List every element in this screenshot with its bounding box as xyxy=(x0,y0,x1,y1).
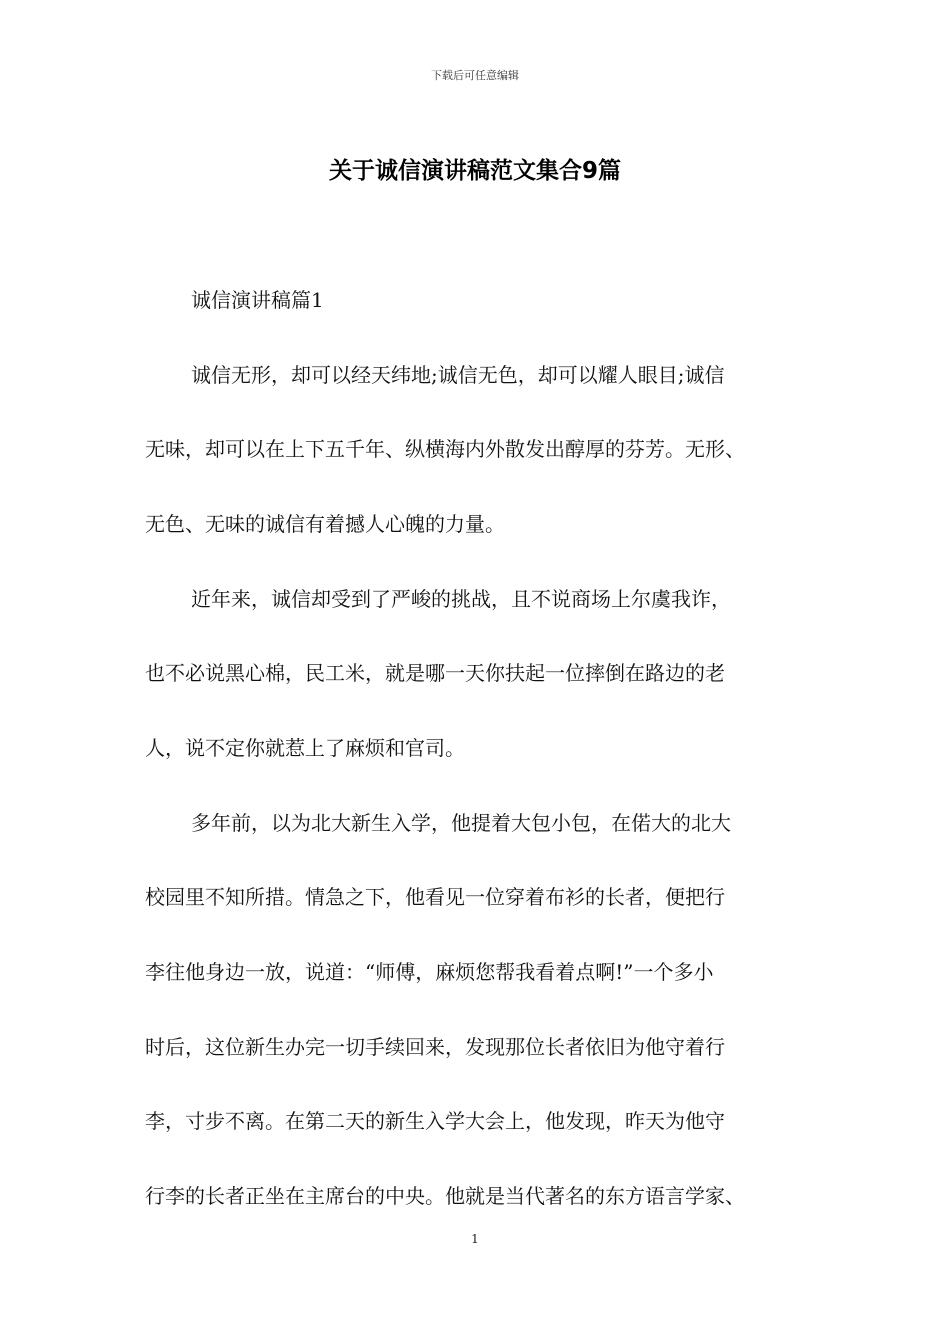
document-title: 关于诚信演讲稿范文集合9篇 xyxy=(328,158,621,184)
paragraph-line: 人，说不定你就惹上了麻烦和官司。 xyxy=(145,736,465,760)
paragraph-line: 李，寸步不离。在第二天的新生入学大会上，他发现，昨天为他守 xyxy=(145,1109,725,1133)
paragraph-line: 校园里不知所措。情急之下，他看见一位穿着布衫的长者，便把行 xyxy=(145,885,725,909)
header-note: 下载后可任意编辑 xyxy=(431,69,519,82)
paragraph-line: 多年前，以为北大新生入学，他提着大包小包，在偌大的北大 xyxy=(191,811,731,835)
paragraph-line: 时后，这位新生办完一切手续回来，发现那位长者依旧为他守着行 xyxy=(145,1035,725,1059)
paragraph-line: 行李的长者正坐在主席台的中央。他就是当代著名的东方语言学家、 xyxy=(145,1184,745,1208)
paragraph-line: 近年来，诚信却受到了严峻的挑战，且不说商场上尔虞我诈， xyxy=(191,587,731,611)
paragraph-line: 诚信无形，却可以经天纬地;诚信无色，却可以耀人眼目;诚信 xyxy=(191,363,725,387)
paragraph-line: 无味，却可以在上下五千年、纵横海内外散发出醇厚的芬芳。无形、 xyxy=(145,437,745,461)
paragraph-line: 李往他身边一放，说道：“师傅，麻烦您帮我看着点啊!”一个多小 xyxy=(145,960,714,984)
paragraph-line: 无色、无味的诚信有着撼人心魄的力量。 xyxy=(145,512,505,536)
paragraph-line: 也不必说黑心棉，民工米，就是哪一天你扶起一位摔倒在路边的老 xyxy=(145,661,725,685)
section-heading: 诚信演讲稿篇1 xyxy=(191,288,324,312)
page-number: 1 xyxy=(471,1232,479,1246)
